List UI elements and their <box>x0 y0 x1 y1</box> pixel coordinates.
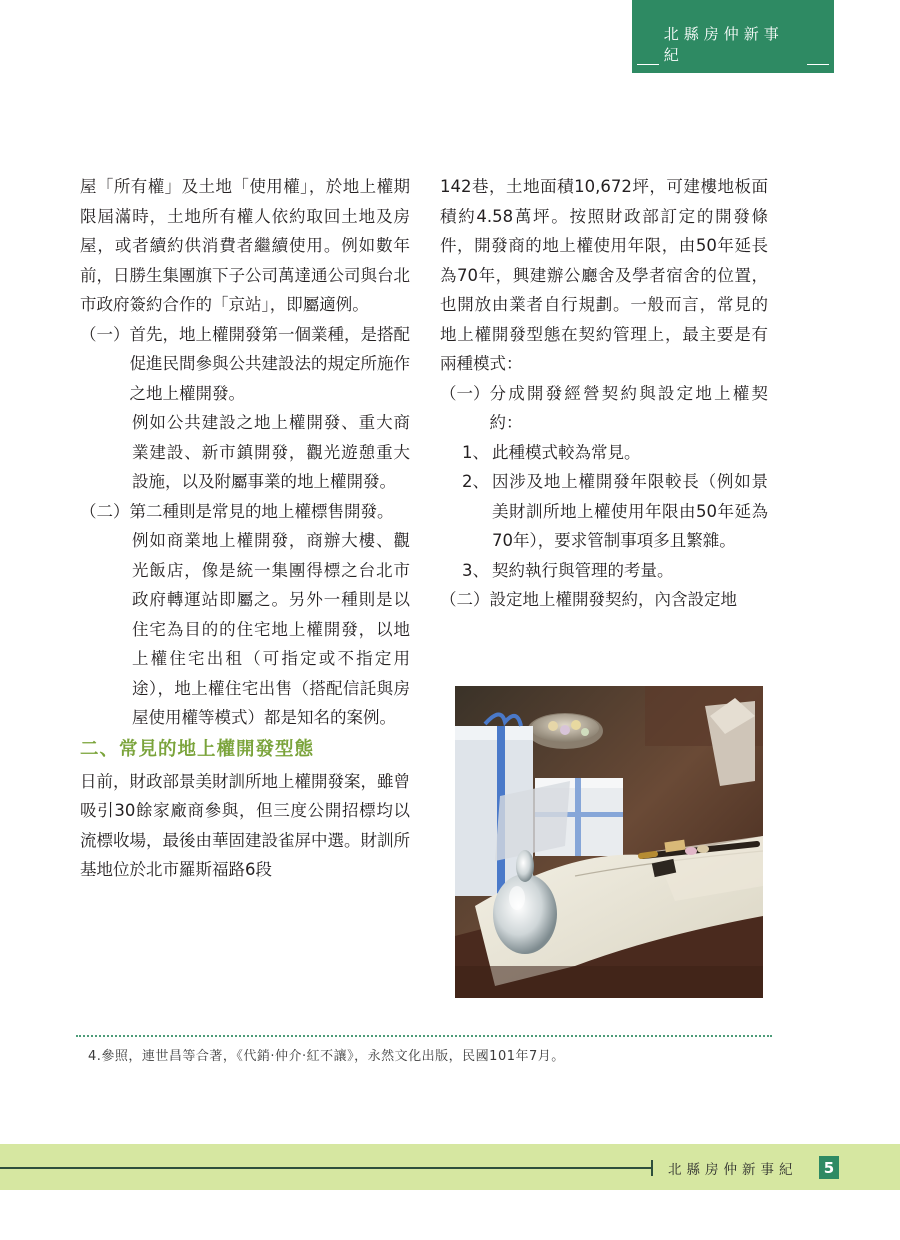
footnote-divider <box>76 1035 772 1037</box>
numbered-item-text: 此種模式較為常見。 <box>492 442 641 462</box>
left-intro-paragraph: 屋「所有權」及土地「使用權」，於地上權期限屆滿時，土地所有權人依約取回土地及房屋，或者續約供消費者繼續使用。例如數年前，日勝生集團旗下子公司萬達通公司與台北市政府簽約合作的「京站」，即屬適例。 <box>80 177 410 314</box>
footer-title: 北縣房仲新事紀 <box>668 1162 798 1178</box>
header-dash-right <box>807 64 829 65</box>
footer-rule <box>0 1167 653 1169</box>
list-marker: （一） <box>440 383 490 403</box>
numbered-item-3 <box>440 556 768 586</box>
number-marker: 2、 <box>462 472 489 491</box>
list-marker: （二） <box>440 590 490 609</box>
right-list-item-1 <box>440 379 768 438</box>
list-marker: （一） <box>80 324 130 344</box>
left-column <box>80 172 410 885</box>
header-dash-left <box>637 64 659 65</box>
right-intro-paragraph: 142巷，土地面積10,672坪，可建樓地板面積約4.58萬坪。按照財政部訂定的開發條件，開發商的地上權使用年限，由50年延長為70年，興建辦公廳舍及學者宿舍的位置，也開放由業者自行規劃。一般而言，常見的地上權開發型態在契約管理上，最主要是有兩種模式： <box>440 177 768 373</box>
numbered-item-1 <box>440 438 768 468</box>
numbered-item-2 <box>440 467 768 556</box>
page-number: 5 <box>819 1156 839 1179</box>
left-item1-example: 例如公共建設之地上權開發、重大商業建設、新市鎮開發，觀光遊憩重大設施，以及附屬事業的地上權開發。 <box>132 413 410 491</box>
still-life-photo <box>455 686 763 998</box>
right-column <box>440 172 768 615</box>
list-item-text: 分成開發經營契約與設定地上權契約： <box>489 383 768 432</box>
list-item-text: 首先，地上權開發第一個業種，是搭配促進民間參與公共建設法的規定所施作之地上權開發。 <box>129 324 410 403</box>
left-item2-example: 例如商業地上權開發，商辦大樓、觀光飯店，像是統一集團得標之台北市政府轉運站即屬之。另外一種則是以住宅為目的的住宅地上權開發，以地上權住宅出租（可指定或不指定用途），地上權住宅出售（搭配信託與房屋使用權等模式）都是知名的案例。 <box>132 531 410 727</box>
footnote: 4.參照，連世昌等合著，《代銷‧仲介‧紅不讓》，永然文化出版，民國101年7月。 <box>88 1049 565 1064</box>
section-heading: 二、常見的地上權開發型態 <box>80 738 315 760</box>
numbered-item-text: 契約執行與管理的考量。 <box>492 560 674 580</box>
list-item-text: 第二種則是常見的地上權標售開發。 <box>129 501 394 521</box>
header-title: 北縣房仲新事紀 <box>663 25 784 64</box>
list-item-text: 設定地上權開發契約，內含設定地 <box>489 590 737 609</box>
list-marker: （二） <box>80 501 130 521</box>
left-list-item-2 <box>80 497 410 527</box>
left-closing-paragraph: 日前，財政部景美財訓所地上權開發案，雖曾吸引30餘家廠商參與，但三度公開招標均以流標收場，最後由華固建設雀屏中選。財訓所基地位於北市羅斯福路6段 <box>80 771 410 879</box>
numbered-item-text: 因涉及地上權開發年限較長（例如景美財訓所地上權使用年限由50年延為70年），要求管制事項多且繁雜。 <box>492 472 768 550</box>
right-list-item-2 <box>440 585 768 615</box>
number-marker: 1、 <box>462 442 489 462</box>
number-marker: 3、 <box>462 560 489 580</box>
footer-tick <box>651 1160 653 1176</box>
header-tab <box>632 0 834 73</box>
left-list-item-1 <box>80 320 410 409</box>
